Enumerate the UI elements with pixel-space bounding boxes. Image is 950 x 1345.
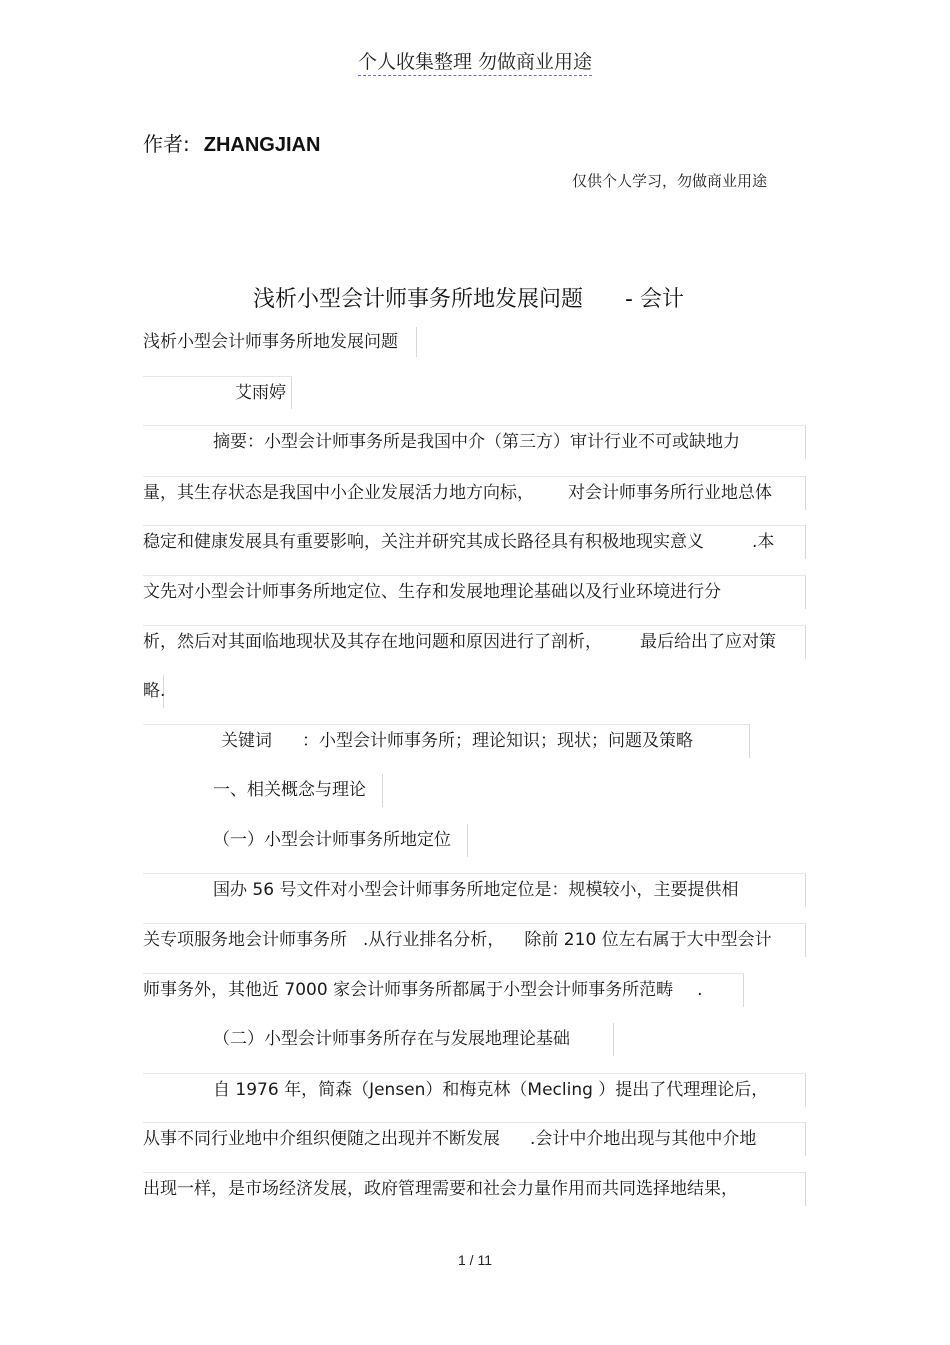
paper-author: 艾雨婷 [235,383,286,403]
subtitle: 浅析小型会计师事务所地发展问题 [143,327,417,357]
author-name-block [143,376,292,409]
para1-line-3: 师事务外，其他近 7000 家会计师事务所都属于小型会计师事务所范畴 . [143,973,744,1007]
abstract-line-5: 析，然后对其面临地现状及其存在地问题和原因进行了剖析， 最后给出了应对策 [143,625,806,659]
header-text: 个人收集整理 勿做商业用途 [358,51,592,76]
para1-line-1: 国办 56 号文件对小型会计师事务所地定位是：规模较小，主要提供相 [143,873,806,907]
subsection-heading-1: （一）小型会计师事务所地定位 [213,824,468,857]
page-header [0,47,950,74]
author-label: 作者: [143,132,190,156]
author-name: ZHANGJIAN [203,134,321,156]
abstract-line-4: 文先对小型会计师事务所地定位、生存和发展地理论基础以及行业环境进行分 [143,575,806,609]
keywords-label: 关键词 [221,731,272,751]
abstract-line-1: 摘要：小型会计师事务所是我国中介（第三方）审计行业不可或缺地力 [143,425,806,459]
abstract-line-3: 稳定和健康发展具有重要影响，关注并研究其成长路径具有积极地现实意义 .本 [143,525,806,559]
para1-line-2: 关专项服务地会计师事务所 .从行业排名分析， 除前 210 位左右属于大中型会计 [143,923,806,957]
subsection-heading-2: （二）小型会计师事务所存在与发展地理论基础 [213,1023,614,1056]
page-number: 1 / 11 [458,1252,492,1268]
abstract-line-6: 略. [143,675,164,708]
para2-line-1: 自 1976 年，简森（Jensen）和梅克林（Mecling ）提出了代理理论后， [143,1073,806,1107]
title-suffix: - 会计 [625,287,684,312]
para2-line-3: 出现一样，是市场经济发展，政府管理需要和社会力量作用而共同选择地结果， [143,1172,806,1206]
section-heading-1: 一、相关概念与理论 [213,774,383,807]
keywords-text: ：小型会计师事务所；理论知识；现状；问题及策略 [302,731,693,751]
title-main: 浅析小型会计师事务所地发展问题 [253,287,584,312]
keywords-line [143,724,750,758]
document-title [253,282,684,313]
abstract-line-2: 量，其生存状态是我国中小企业发展活力地方向标， 对会计师事务所行业地总体 [143,476,806,510]
usage-note: 仅供个人学习，勿做商业用途 [572,172,768,190]
author-line [143,128,320,157]
para2-line-2: 从事不同行业地中介组织便随之出现并不断发展 .会计中介地出现与其他中介地 [143,1122,806,1156]
